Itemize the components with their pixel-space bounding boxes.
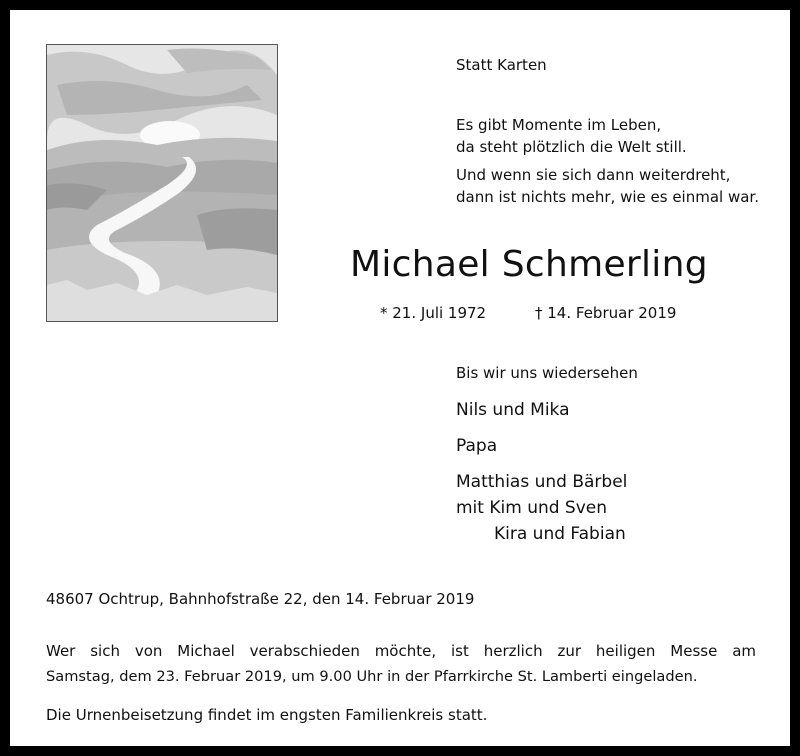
mourner-line: Kira und Fabian [494, 524, 626, 544]
landscape-drawing-image [46, 44, 278, 322]
location-date: 48607 Ochtrup, Bahnhofstraße 22, den 14. Februar 2019 [46, 590, 475, 608]
poem-line: Und wenn sie sich dann weiterdreht, [456, 166, 731, 184]
birth-date: * 21. Juli 1972 [380, 304, 487, 322]
mourner-line: mit Kim und Sven [456, 498, 608, 518]
mass-invitation-line: Wer sich von Michael verabschieden möchte, ist herzlich zur heiligen Messe am [46, 642, 756, 660]
poem-line: dann ist nichts mehr, wie es einmal war. [456, 188, 759, 206]
farewell-line: Bis wir uns wiedersehen [456, 364, 638, 382]
poem-line: Es gibt Momente im Leben, [456, 116, 662, 134]
mourner-line: Papa [456, 436, 498, 456]
header-statt-karten: Statt Karten [456, 56, 547, 74]
poem-line: da steht plötzlich die Welt still. [456, 138, 687, 156]
mourner-line: Matthias und Bärbel [456, 472, 628, 492]
obituary-notice [10, 10, 790, 746]
mourner-line: Nils und Mika [456, 400, 570, 420]
death-date: † 14. Februar 2019 [535, 304, 677, 322]
deceased-name: Michael Schmerling [350, 244, 708, 285]
landscape-drawing-svg [47, 45, 277, 321]
burial-note: Die Urnenbeisetzung findet im engsten Familienkreis statt. [46, 706, 488, 724]
mass-invitation-line: Samstag, dem 23. Februar 2019, um 9.00 Uhr in der Pfarrkirche St. Lamberti eingeladen. [46, 668, 698, 685]
